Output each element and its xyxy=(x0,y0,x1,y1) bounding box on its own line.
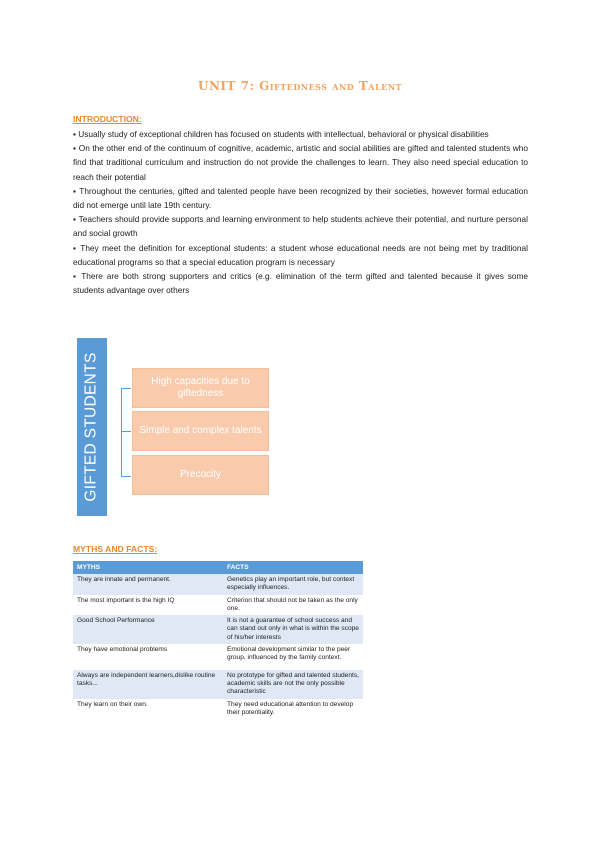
diagram-connector-line xyxy=(121,388,122,476)
intro-item: ▪ Usually study of exceptional children has focused on students with intellectual, behavioral or physical disabilities xyxy=(73,129,489,139)
intro-item: ▪ On the other end of the continuum of cognitive, academic, artistic and social abilities are gifted and talented students who find that traditional curriculum and instruction do not provide the challenges to learn. They also need special education to reach their potential xyxy=(73,143,528,182)
myth-cell: The most important is the high IQ xyxy=(73,595,223,616)
fact-cell: No prototype for gifted and talented students, academic skills are not the only possible characteristic xyxy=(223,670,363,699)
intro-item: ▪ Teachers should provide supports and learning environment to help students achieve their potential, and nurture personal and social growth xyxy=(73,214,528,239)
gifted-students-diagram xyxy=(77,338,287,518)
diagram-branch-talents: Simple and complex talents xyxy=(132,411,269,451)
table-row xyxy=(73,670,363,699)
intro-item: ▪ There are both strong supporters and critics (e.g. elimination of the term gifted and talented because it gives some students advantage over others xyxy=(73,271,528,296)
table-row xyxy=(73,595,363,616)
table-row xyxy=(73,699,363,720)
table-row xyxy=(73,644,363,665)
fact-cell: Criterion that should not be taken as the only one. xyxy=(223,595,363,616)
column-header-myths: MYTHS xyxy=(73,561,223,574)
fact-cell: They need educational attention to develop their potentiality. xyxy=(223,699,363,720)
diagram-connector-tick xyxy=(121,388,131,389)
intro-item: ▪ Throughout the centuries, gifted and talented people have been recognized by their societies, however formal education did not emerge until late 19th century. xyxy=(73,185,528,211)
column-header-facts: FACTS xyxy=(223,561,363,574)
fact-cell: Emotional development similar to the peer group, influenced by the family context. xyxy=(223,644,363,665)
fact-cell: It is not a guarantee of school success and can stand out only in what is within the scope of his/her interests xyxy=(223,615,363,644)
table-row xyxy=(73,615,363,644)
diagram-root-label: GIFTED STUDENTS xyxy=(83,352,101,502)
introduction-list xyxy=(73,127,528,297)
myth-cell: They are innate and permanent. xyxy=(73,574,223,595)
table-row xyxy=(73,574,363,595)
intro-item: ▪ They meet the definition for exceptional students: a student whose educational needs are not being met by traditional educational programs so that a special education program is necessary xyxy=(73,242,528,267)
diagram-connector-tick xyxy=(121,431,131,432)
myth-cell: They have emotional problems xyxy=(73,644,223,665)
diagram-branch-giftedness: High capacities due to giftedness xyxy=(132,368,269,408)
myth-cell: They learn on their own. xyxy=(73,699,223,720)
fact-cell: Genetics play an important role, but context especially influences. xyxy=(223,574,363,595)
table-header-row xyxy=(73,561,363,574)
diagram-connector-tick xyxy=(121,476,131,477)
myths-facts-heading: MYTHS AND FACTS: xyxy=(73,544,158,554)
myth-cell: Good School Performance xyxy=(73,615,223,644)
introduction-heading: INTRODUCTION: xyxy=(73,114,142,124)
myth-cell: Always are independent learners,dislike routine tasks... xyxy=(73,670,223,699)
diagram-root-box xyxy=(77,338,107,516)
page-title: UNIT 7: Giftedness and Talent xyxy=(198,79,402,93)
diagram-branch-precocity: Precocity xyxy=(132,455,269,495)
myths-facts-table xyxy=(73,561,363,719)
